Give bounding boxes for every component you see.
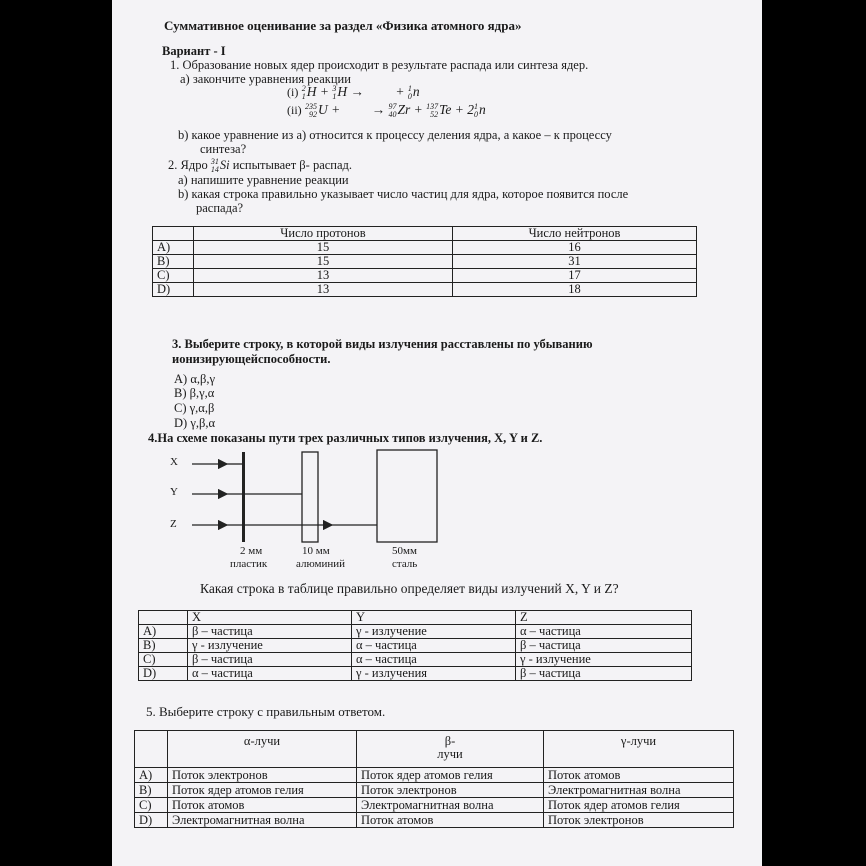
table-cell: C): [135, 798, 168, 813]
table-cell: α – частица: [352, 639, 516, 653]
q3-option: B) β,γ,α: [174, 386, 215, 400]
radiation-diagram: [172, 446, 452, 546]
table-row: [139, 667, 692, 681]
table-cell: Поток ядер атомов гелия: [357, 768, 544, 783]
table-cell: Поток ядер атомов гелия: [168, 783, 357, 798]
table-cell: A): [139, 625, 188, 639]
table-cell: 15: [194, 241, 453, 255]
q1-part-b-line1: b) какое уравнение из а) относится к процессу деления ядра, а какое – к процессу: [178, 128, 612, 142]
q1-part-a: a) закончите уравнения реакции: [180, 72, 351, 86]
table-cell: γ - излучение: [188, 639, 352, 653]
table-cell: B): [139, 639, 188, 653]
q5-text: 5. Выберите строку с правильным ответом.: [146, 704, 386, 719]
table-cell: γ - излучение: [352, 625, 516, 639]
variant-label: Вариант - I: [162, 44, 226, 58]
table-cell: Поток ядер атомов гелия: [544, 798, 734, 813]
q1-part-b-line2: синтеза?: [200, 142, 247, 156]
table-row: [139, 653, 692, 667]
table-cell: Электромагнитная волна: [168, 813, 357, 828]
table-cell: Поток электронов: [544, 813, 734, 828]
table-header-row: [153, 227, 697, 241]
table-header-cell: Y: [352, 611, 516, 625]
table-row: [153, 255, 697, 269]
table-cell: Поток атомов: [544, 768, 734, 783]
q3-option: A) α,β,γ: [174, 372, 215, 386]
table-cell: D): [153, 283, 194, 297]
table-row: [135, 813, 734, 828]
table-cell: α – частица: [516, 625, 692, 639]
table-cell: β – частица: [516, 667, 692, 681]
q2-part-a: a) напишите уравнение реакции: [178, 173, 349, 187]
q4-question: Какая строка в таблице правильно определяет виды излучений X, Y и Z?: [200, 581, 619, 596]
table-header-cell: γ-лучи: [544, 731, 734, 768]
table-cell: 31: [453, 255, 697, 269]
worksheet-page: [112, 0, 762, 866]
page-title: Суммативное оценивание за раздел «Физика атомного ядра»: [164, 18, 522, 33]
table-header-cell: [139, 611, 188, 625]
q2-part-b-line1: b) какая строка правильно указывает число частиц для ядра, которое появится после: [178, 187, 629, 201]
table-cell: A): [135, 768, 168, 783]
table-cell: 13: [194, 269, 453, 283]
table-cell: 15: [194, 255, 453, 269]
table-cell: 16: [453, 241, 697, 255]
q2-table: [152, 226, 697, 297]
q2-text: 2. Ядро 31 14 Si испытывает β- распад.: [168, 157, 353, 175]
q3-text-line1: 3. Выберите строку, в которой виды излучения расставлены по убыванию: [172, 337, 593, 351]
table-cell: D): [139, 667, 188, 681]
table-header-row: [135, 731, 734, 768]
aluminium-label: алюминий: [296, 558, 346, 570]
steel-size: 50мм: [392, 545, 417, 557]
table-cell: α – частица: [188, 667, 352, 681]
table-cell: D): [135, 813, 168, 828]
q4-table: [138, 610, 692, 681]
steel-barrier: [377, 450, 437, 542]
table-cell: Поток атомов: [357, 813, 544, 828]
table-cell: A): [153, 241, 194, 255]
table-cell: Электромагнитная волна: [544, 783, 734, 798]
table-header-cell: β- лучи: [357, 731, 544, 768]
table-header-cell: X: [188, 611, 352, 625]
plastic-size: 2 мм: [240, 545, 263, 557]
table-header-cell: [135, 731, 168, 768]
table-row: [139, 639, 692, 653]
table-cell: 17: [453, 269, 697, 283]
table-header-cell: α-лучи: [168, 731, 357, 768]
table-row: [153, 241, 697, 255]
q1-text: 1. Образование новых ядер происходит в результате распада или синтеза ядер.: [170, 58, 589, 72]
table-cell: Поток атомов: [168, 798, 357, 813]
table-row: [135, 783, 734, 798]
q5-table: [134, 730, 734, 828]
table-row: [135, 798, 734, 813]
q4-text: 4.На схеме показаны пути трех различных типов излучения, X, Y и Z.: [148, 431, 543, 445]
ray-label-z: Z: [170, 518, 177, 530]
ray-label-x: X: [170, 456, 178, 468]
table-header-cell: Число протонов: [194, 227, 453, 241]
steel-label: сталь: [392, 558, 418, 570]
q2-part-b-line2: распада?: [196, 201, 244, 215]
table-cell: Поток электронов: [357, 783, 544, 798]
plastic-label: пластик: [230, 558, 268, 570]
table-row: [153, 283, 697, 297]
table-cell: β – частица: [516, 639, 692, 653]
table-cell: β – частица: [188, 653, 352, 667]
table-header-row: [139, 611, 692, 625]
table-cell: γ - излучение: [516, 653, 692, 667]
table-cell: 13: [194, 283, 453, 297]
aluminium-barrier: [302, 452, 318, 542]
table-cell: Поток электронов: [168, 768, 357, 783]
table-header-cell: Число нейтронов: [453, 227, 697, 241]
equation-i: (i) 2 1 H + 3 1 H → + 1 0 n: [287, 83, 420, 101]
table-cell: C): [153, 269, 194, 283]
plastic-barrier: [242, 452, 245, 542]
q3-option: C) γ,α,β: [174, 401, 215, 415]
ray-label-y: Y: [170, 486, 178, 498]
q3-option: D) γ,β,α: [174, 416, 215, 430]
equation-ii: (ii) 235 92 U + → 97 40 Zr + 137 52 Te + 2 1 0 n: [287, 101, 486, 119]
table-header-cell: Z: [516, 611, 692, 625]
table-cell: C): [139, 653, 188, 667]
table-row: [135, 768, 734, 783]
table-row: [153, 269, 697, 283]
eq1-label: (i): [287, 85, 299, 99]
table-cell: 18: [453, 283, 697, 297]
table-cell: α – частица: [352, 653, 516, 667]
table-cell: B): [135, 783, 168, 798]
table-cell: B): [153, 255, 194, 269]
table-cell: γ - излучения: [352, 667, 516, 681]
q3-text-line2: ионизирующейспособности.: [172, 352, 331, 366]
table-row: [139, 625, 692, 639]
table-cell: β – частица: [188, 625, 352, 639]
table-header-cell: [153, 227, 194, 241]
aluminium-size: 10 мм: [302, 545, 330, 557]
table-cell: Электромагнитная волна: [357, 798, 544, 813]
eq2-label: (ii): [287, 103, 302, 117]
